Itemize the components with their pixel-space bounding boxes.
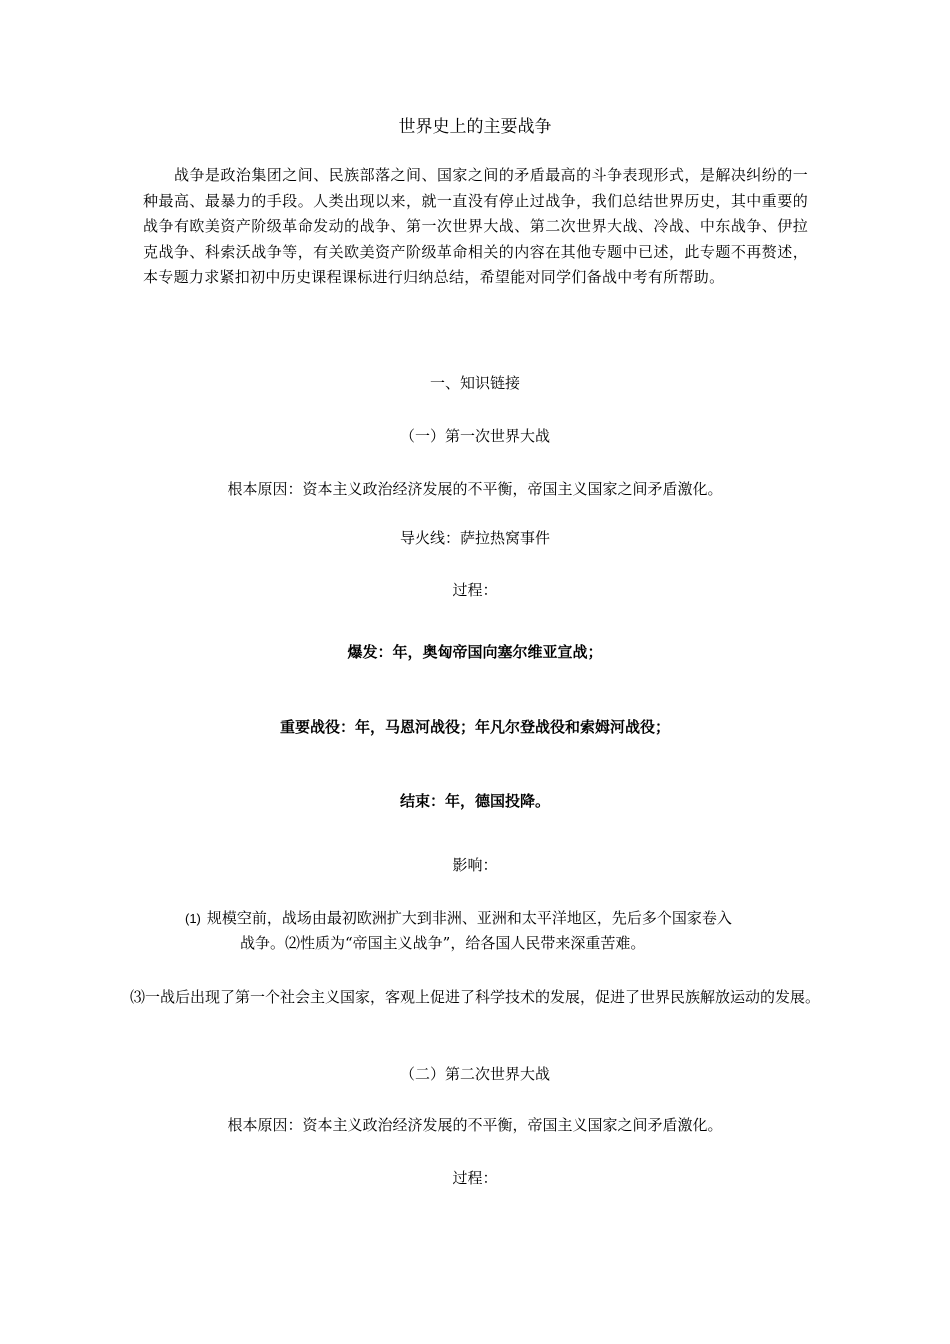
ww1-root-cause: 根本原因：资本主义政治经济发展的不平衡，帝国主义国家之间矛盾激化。 — [227, 480, 723, 498]
ww1-process-label: 过程： — [452, 581, 498, 599]
ww1-impact-1-line1: 规模空前，战场由最初欧洲扩大到非洲、亚洲和太平洋地区，先后多个国家卷入 — [206, 909, 732, 927]
document-title: 世界史上的主要战争 — [398, 117, 552, 137]
ww2-root-cause: 根本原因：资本主义政治经济发展的不平衡，帝国主义国家之间矛盾激化。 — [227, 1116, 723, 1134]
ww1-impact-1-line2: 战争。⑵性质为“帝国主义战争”，给各国人民带来深重苦难。 — [240, 934, 646, 952]
ww1-battles: 重要战役：年，马恩河战役；年凡尔登战役和索姆河战役； — [279, 718, 670, 736]
ww1-impact-1-number: (1) — [185, 911, 201, 926]
section-heading-knowledge-link: 一、知识链接 — [429, 374, 520, 392]
ww1-trigger: 导火线：萨拉热窝事件 — [399, 529, 550, 547]
ww2-heading: （二）第二次世界大战 — [399, 1065, 550, 1083]
ww1-impact-3: ⑶一战后出现了第一个社会主义国家，客观上促进了科学技术的发展，促进了世界民族解放运动的发展。 — [130, 988, 821, 1006]
ww1-end: 结束：年，德国投降。 — [399, 792, 550, 810]
ww1-impact-label: 影响： — [452, 856, 498, 874]
ww2-process-label: 过程： — [452, 1169, 498, 1187]
ww1-outbreak: 爆发：年，奥匈帝国向塞尔维亚宣战； — [347, 643, 603, 661]
ww1-impact-1 — [185, 906, 815, 956]
ww1-heading: （一）第一次世界大战 — [399, 427, 550, 445]
intro-paragraph: 战争是政治集团之间、民族部落之间、国家之间的矛盾最高的斗争表现形式，是解决纠纷的一种最高、最暴力的手段。人类出现以来，就一直没有停止过战争，我们总结世界历史，其中重要的战争有欧美资产阶级革命发动的战争、第一次世界大战、第二次世界大战、冷战、中东战争、伊拉克战争、科索沃战争等，有关欧美资产阶级革命相关的内容在其他专题中已述，此专题不再赘述，本专题力求紧扣初中历史课程课标进行归纳总结，希望能对同学们备战中考有所帮助。 — [143, 166, 808, 286]
